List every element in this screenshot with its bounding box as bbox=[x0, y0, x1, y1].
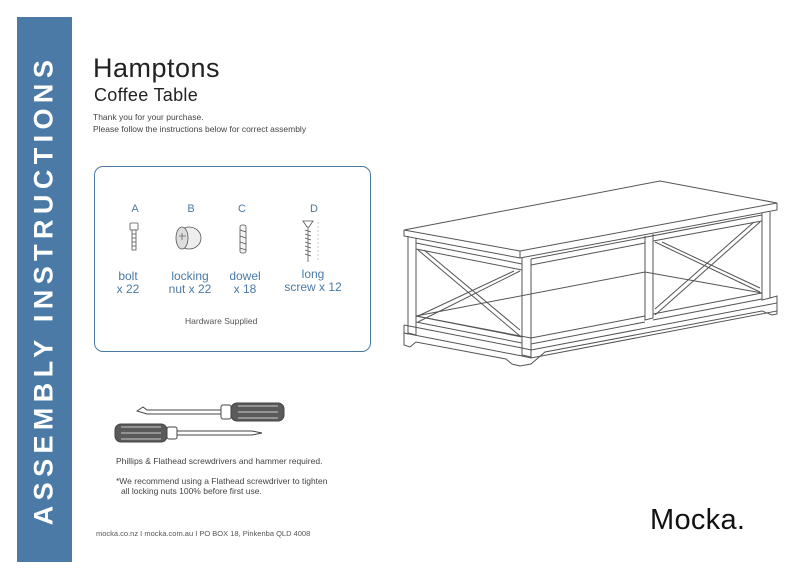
tip-line-1: *We recommend using a Flathead screwdriver to tighten bbox=[116, 476, 328, 486]
tools-required-note: Phillips & Flathead screwdrivers and hammer required. bbox=[116, 456, 323, 466]
product-subtitle: Coffee Table bbox=[94, 85, 199, 105]
hardware-qty-d: screw x 12 bbox=[284, 280, 342, 294]
sidebar-title: ASSEMBLY INSTRUCTIONS bbox=[28, 54, 59, 526]
flathead-screwdriver-icon bbox=[137, 403, 284, 421]
hardware-qty-b: nut x 22 bbox=[168, 282, 212, 296]
hardware-name-a: bolt bbox=[118, 269, 138, 283]
hardware-name-d: long bbox=[301, 267, 325, 281]
hardware-letter-b: B bbox=[187, 203, 195, 215]
intro-line-2: Please follow the instructions below for correct assembly bbox=[93, 123, 307, 134]
hardware-qty-a: x 22 bbox=[116, 282, 140, 296]
tightening-tip bbox=[116, 476, 328, 496]
tip-line-2: all locking nuts 100% before first use. bbox=[121, 486, 262, 496]
footer-contact: mocka.co.nz I mocka.com.au I PO BOX 18, Pinkenba QLD 4008 bbox=[96, 529, 311, 538]
hardware-letter-a: A bbox=[131, 203, 139, 215]
hardware-name-b: locking bbox=[171, 269, 209, 283]
hardware-qty-c: x 18 bbox=[233, 282, 257, 296]
hardware-letter-d: D bbox=[310, 203, 318, 215]
phillips-screwdriver-icon bbox=[115, 424, 262, 442]
hardware-letter-c: C bbox=[238, 203, 246, 215]
product-title: Hamptons bbox=[93, 53, 221, 83]
hardware-caption: Hardware Supplied bbox=[185, 316, 258, 326]
mocka-logo: Mocka. bbox=[650, 504, 746, 536]
hardware-name-c: dowel bbox=[229, 269, 261, 283]
intro-line-1: Thank you for your purchase. bbox=[93, 112, 204, 122]
